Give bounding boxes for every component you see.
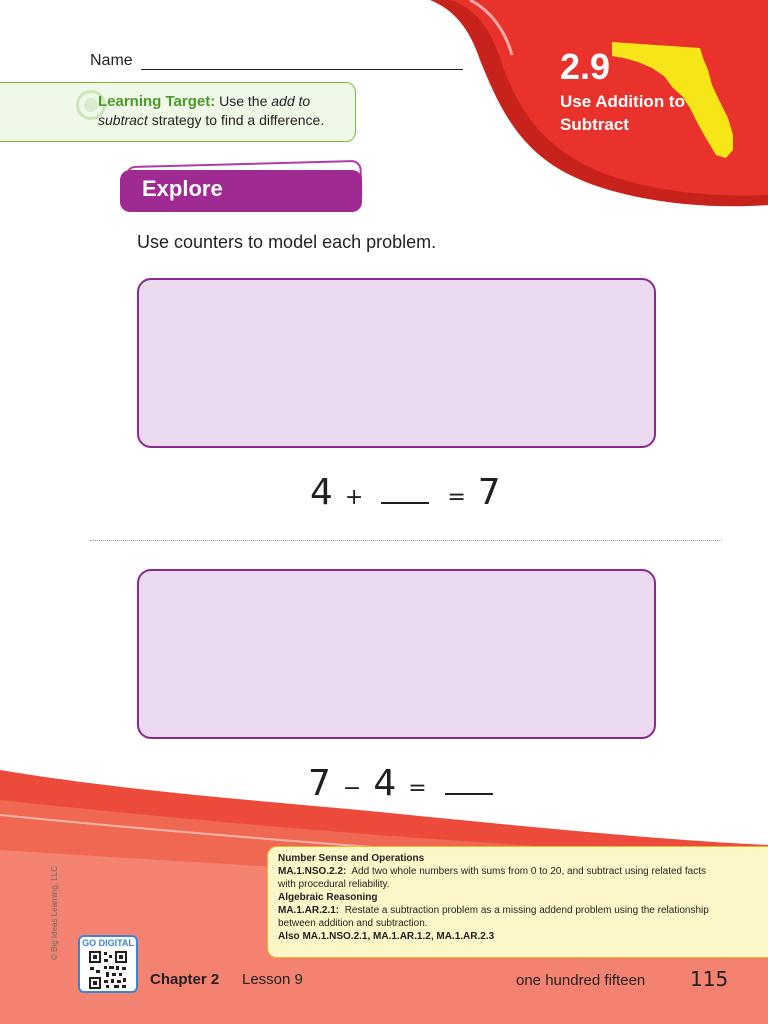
standard-text-2a: Restate a subtraction problem as a missing addend problem using the relationship <box>344 905 709 916</box>
name-input-line[interactable] <box>141 52 463 70</box>
learning-target-part-1: Use the <box>215 93 272 109</box>
equation-1-blank[interactable] <box>381 502 429 504</box>
equation-2-blank[interactable] <box>445 793 493 795</box>
counter-work-area-2[interactable] <box>137 569 656 739</box>
footer-lesson: Lesson 9 <box>242 971 303 988</box>
qr-code-icon <box>88 950 128 990</box>
explore-label: Explore <box>142 176 223 201</box>
equation-1-equals: = <box>447 485 466 510</box>
standards-box <box>267 846 768 958</box>
standard-text-1a: Add two whole numbers with sums from 0 to 20, and subtract using related facts <box>351 866 706 877</box>
section-divider <box>90 540 722 541</box>
equation-2-minus: − <box>342 776 362 801</box>
learning-target-part-2: strategy to find a difference. <box>147 112 325 128</box>
equation-2-equals: = <box>408 776 427 801</box>
standard-code-2: MA.1.AR.2.1: <box>278 905 340 916</box>
standards-also: Also MA.1.NSO.2.1, MA.1.AR.1.2, MA.1.AR.2.3 <box>278 931 495 942</box>
footer-chapter: Chapter 2 <box>150 971 220 988</box>
equation-1-plus: + <box>344 485 364 510</box>
lesson-title: Use Addition to Subtract <box>560 92 685 134</box>
footer-page-words: one hundred fifteen <box>516 972 646 989</box>
learning-target-text <box>98 92 354 130</box>
standards-heading-1: Number Sense and Operations <box>278 853 425 864</box>
standards-heading-2: Algebraic Reasoning <box>278 892 378 903</box>
instruction-text: Use counters to model each problem. <box>137 232 437 252</box>
equation-1 <box>310 472 501 513</box>
equation-2-minuend: 7 <box>308 763 331 804</box>
copyright-text: © Big Ideas Learning, LLC <box>50 866 59 960</box>
target-icon-center <box>84 98 98 112</box>
equation-1-sum: 7 <box>477 472 501 513</box>
standard-text-2b: between addition and subtraction. <box>278 918 428 929</box>
name-row <box>90 52 463 70</box>
explore-banner <box>120 166 364 214</box>
go-digital-label: GO DIGITAL <box>82 938 134 948</box>
standard-code-1: MA.1.NSO.2.2: <box>278 866 347 877</box>
learning-target-label: Learning Target: <box>98 93 216 110</box>
equation-2-subtrahend: 4 <box>373 763 397 804</box>
equation-2 <box>308 763 499 804</box>
go-digital-button[interactable] <box>78 935 138 993</box>
lesson-number: 2.9 <box>560 46 611 87</box>
equation-1-addend: 4 <box>310 472 333 513</box>
standard-text-1b: with procedural reliability. <box>278 879 390 890</box>
name-label: Name <box>90 52 133 69</box>
counter-work-area-1[interactable] <box>137 278 656 448</box>
footer-page-number: 115 <box>690 967 729 991</box>
learning-target-italic: add to subtract <box>98 93 311 128</box>
